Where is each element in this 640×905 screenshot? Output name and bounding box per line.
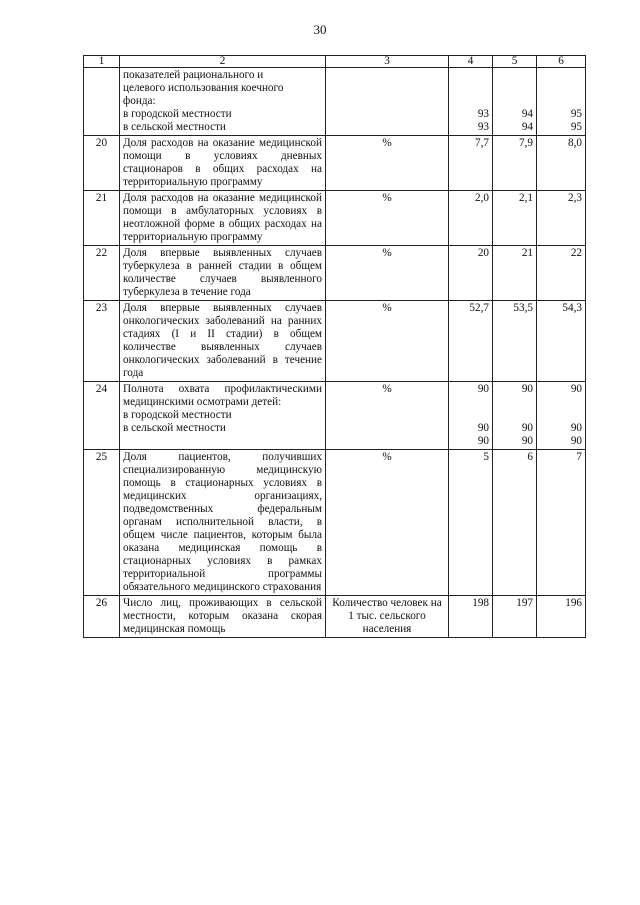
table-row [84, 136, 586, 191]
value: 198 [472, 597, 489, 609]
value: 21 [521, 247, 533, 259]
value: 93 [477, 121, 489, 133]
unit-of-measure [326, 68, 449, 136]
value [452, 69, 489, 82]
value: 196 [565, 597, 582, 609]
table-row [84, 191, 586, 246]
value-cell-v5 [493, 191, 537, 246]
unit-of-measure: % [326, 246, 449, 301]
value: 94 [521, 108, 533, 120]
indicator-name [120, 382, 326, 450]
value: 95 [570, 108, 582, 120]
value: 90 [477, 383, 489, 395]
value-cell-v5 [493, 301, 537, 382]
value [452, 82, 489, 95]
row-number: 24 [84, 382, 120, 450]
value: 94 [521, 121, 533, 133]
value: 20 [477, 247, 489, 259]
row-number: 25 [84, 450, 120, 596]
value: 2,3 [568, 192, 582, 204]
value: 90 [521, 435, 533, 447]
value: 53,5 [513, 302, 533, 314]
value-cell-v6 [537, 68, 586, 136]
indicator-text: Полнота охвата профилактическими медицинскими осмотрами детей: [123, 383, 322, 408]
value [496, 409, 533, 422]
value: 2,1 [519, 192, 533, 204]
row-number: 20 [84, 136, 120, 191]
value: 2,0 [475, 192, 489, 204]
value-cell-v5 [493, 596, 537, 638]
indicator-text: в сельской местности [123, 121, 226, 133]
table-row [84, 450, 586, 596]
value [452, 396, 489, 409]
value [540, 82, 582, 95]
value: 90 [521, 422, 533, 434]
value: 90 [570, 422, 582, 434]
value-cell-v4 [449, 191, 493, 246]
indicator-name [120, 191, 326, 246]
value-cell-v4 [449, 136, 493, 191]
table-row [84, 382, 586, 450]
value-cell-v6 [537, 596, 586, 638]
indicator-text: Доля расходов на оказание медицинской помощи в условиях дневных стационаров в общих расходах на территориальную программу [123, 137, 322, 188]
value: 52,7 [469, 302, 489, 314]
table-body [84, 68, 586, 638]
value-cell-v4 [449, 450, 493, 596]
indicator-text: в городской местности [123, 409, 232, 421]
value: 6 [527, 451, 533, 463]
value [540, 69, 582, 82]
table-row [84, 596, 586, 638]
value-cell-v6 [537, 301, 586, 382]
value [540, 396, 582, 409]
column-header: 3 [326, 56, 449, 68]
value: 93 [477, 108, 489, 120]
value-cell-v5 [493, 136, 537, 191]
value [452, 95, 489, 108]
value: 90 [477, 422, 489, 434]
indicator-name [120, 68, 326, 136]
value: 5 [483, 451, 489, 463]
indicator-text: Доля впервые выявленных случаев онкологических заболеваний на ранних стадиях (I и II стадии) в общем количестве выявленных случаев онкологических заболеваний в течение года [123, 302, 322, 379]
indicator-text: Число лиц, проживающих в сельской местности, которым оказана скорая медицинская помощь [123, 597, 322, 635]
column-header: 1 [84, 56, 120, 68]
value-cell-v4 [449, 382, 493, 450]
value [540, 409, 582, 422]
value [496, 95, 533, 108]
row-number [84, 68, 120, 136]
unit-of-measure: % [326, 450, 449, 596]
column-header: 4 [449, 56, 493, 68]
value [496, 69, 533, 82]
value [496, 396, 533, 409]
table-row [84, 301, 586, 382]
indicators-table [83, 55, 586, 638]
value-cell-v6 [537, 136, 586, 191]
value-cell-v4 [449, 596, 493, 638]
value: 54,3 [562, 302, 582, 314]
indicator-name [120, 136, 326, 191]
column-header: 6 [537, 56, 586, 68]
indicator-text: целевого использования коечного [123, 82, 284, 94]
table-header-row [84, 56, 586, 68]
indicator-name [120, 596, 326, 638]
value-cell-v4 [449, 301, 493, 382]
value: 95 [570, 121, 582, 133]
row-number: 21 [84, 191, 120, 246]
row-number: 26 [84, 596, 120, 638]
unit-of-measure: % [326, 382, 449, 450]
indicator-text: Доля впервые выявленных случаев туберкулеза в ранней стадии в общем количестве случаев выявленного туберкулеза в течение года [123, 247, 322, 298]
value [540, 95, 582, 108]
indicator-name [120, 450, 326, 596]
unit-of-measure: % [326, 136, 449, 191]
indicator-name [120, 246, 326, 301]
value-cell-v5 [493, 450, 537, 596]
value: 90 [570, 383, 582, 395]
value [452, 409, 489, 422]
value: 7 [576, 451, 582, 463]
value-cell-v6 [537, 191, 586, 246]
value-cell-v4 [449, 68, 493, 136]
value-cell-v5 [493, 382, 537, 450]
value-cell-v5 [493, 68, 537, 136]
indicator-text: Доля пациентов, получивших специализированную медицинскую помощь в стационарных условиях в медицинских организациях, подведомственных федеральным органам исполнительной власти, в общем числе пациентов, которым была оказана медицинская помощь в стационарных условиях в рамках территориальной программы обязательного медицинского страхования [123, 451, 322, 593]
row-number: 22 [84, 246, 120, 301]
column-header: 2 [120, 56, 326, 68]
indicator-text: в городской местности [123, 108, 232, 120]
table-row [84, 246, 586, 301]
value: 90 [570, 435, 582, 447]
unit-of-measure: % [326, 191, 449, 246]
unit-of-measure: Количество человек на 1 тыс. сельского населения [326, 596, 449, 638]
row-number: 23 [84, 301, 120, 382]
indicator-text: показателей рационального и [123, 69, 264, 81]
value: 22 [570, 247, 582, 259]
value: 90 [477, 435, 489, 447]
indicator-text: Доля расходов на оказание медицинской помощи в амбулаторных условиях в неотложной форме в общих расходах на территориальную программу [123, 192, 322, 243]
value [496, 82, 533, 95]
table-row [84, 68, 586, 136]
value-cell-v6 [537, 382, 586, 450]
unit-of-measure: % [326, 301, 449, 382]
indicator-name [120, 301, 326, 382]
value-cell-v5 [493, 246, 537, 301]
value-cell-v4 [449, 246, 493, 301]
value: 7,9 [519, 137, 533, 149]
value-cell-v6 [537, 450, 586, 596]
indicator-text: фонда: [123, 95, 156, 107]
page-number: 30 [313, 22, 327, 37]
value-cell-v6 [537, 246, 586, 301]
value: 90 [521, 383, 533, 395]
column-header: 5 [493, 56, 537, 68]
value: 7,7 [475, 137, 489, 149]
indicator-text: в сельской местности [123, 422, 226, 434]
value: 8,0 [568, 137, 582, 149]
value: 197 [516, 597, 533, 609]
